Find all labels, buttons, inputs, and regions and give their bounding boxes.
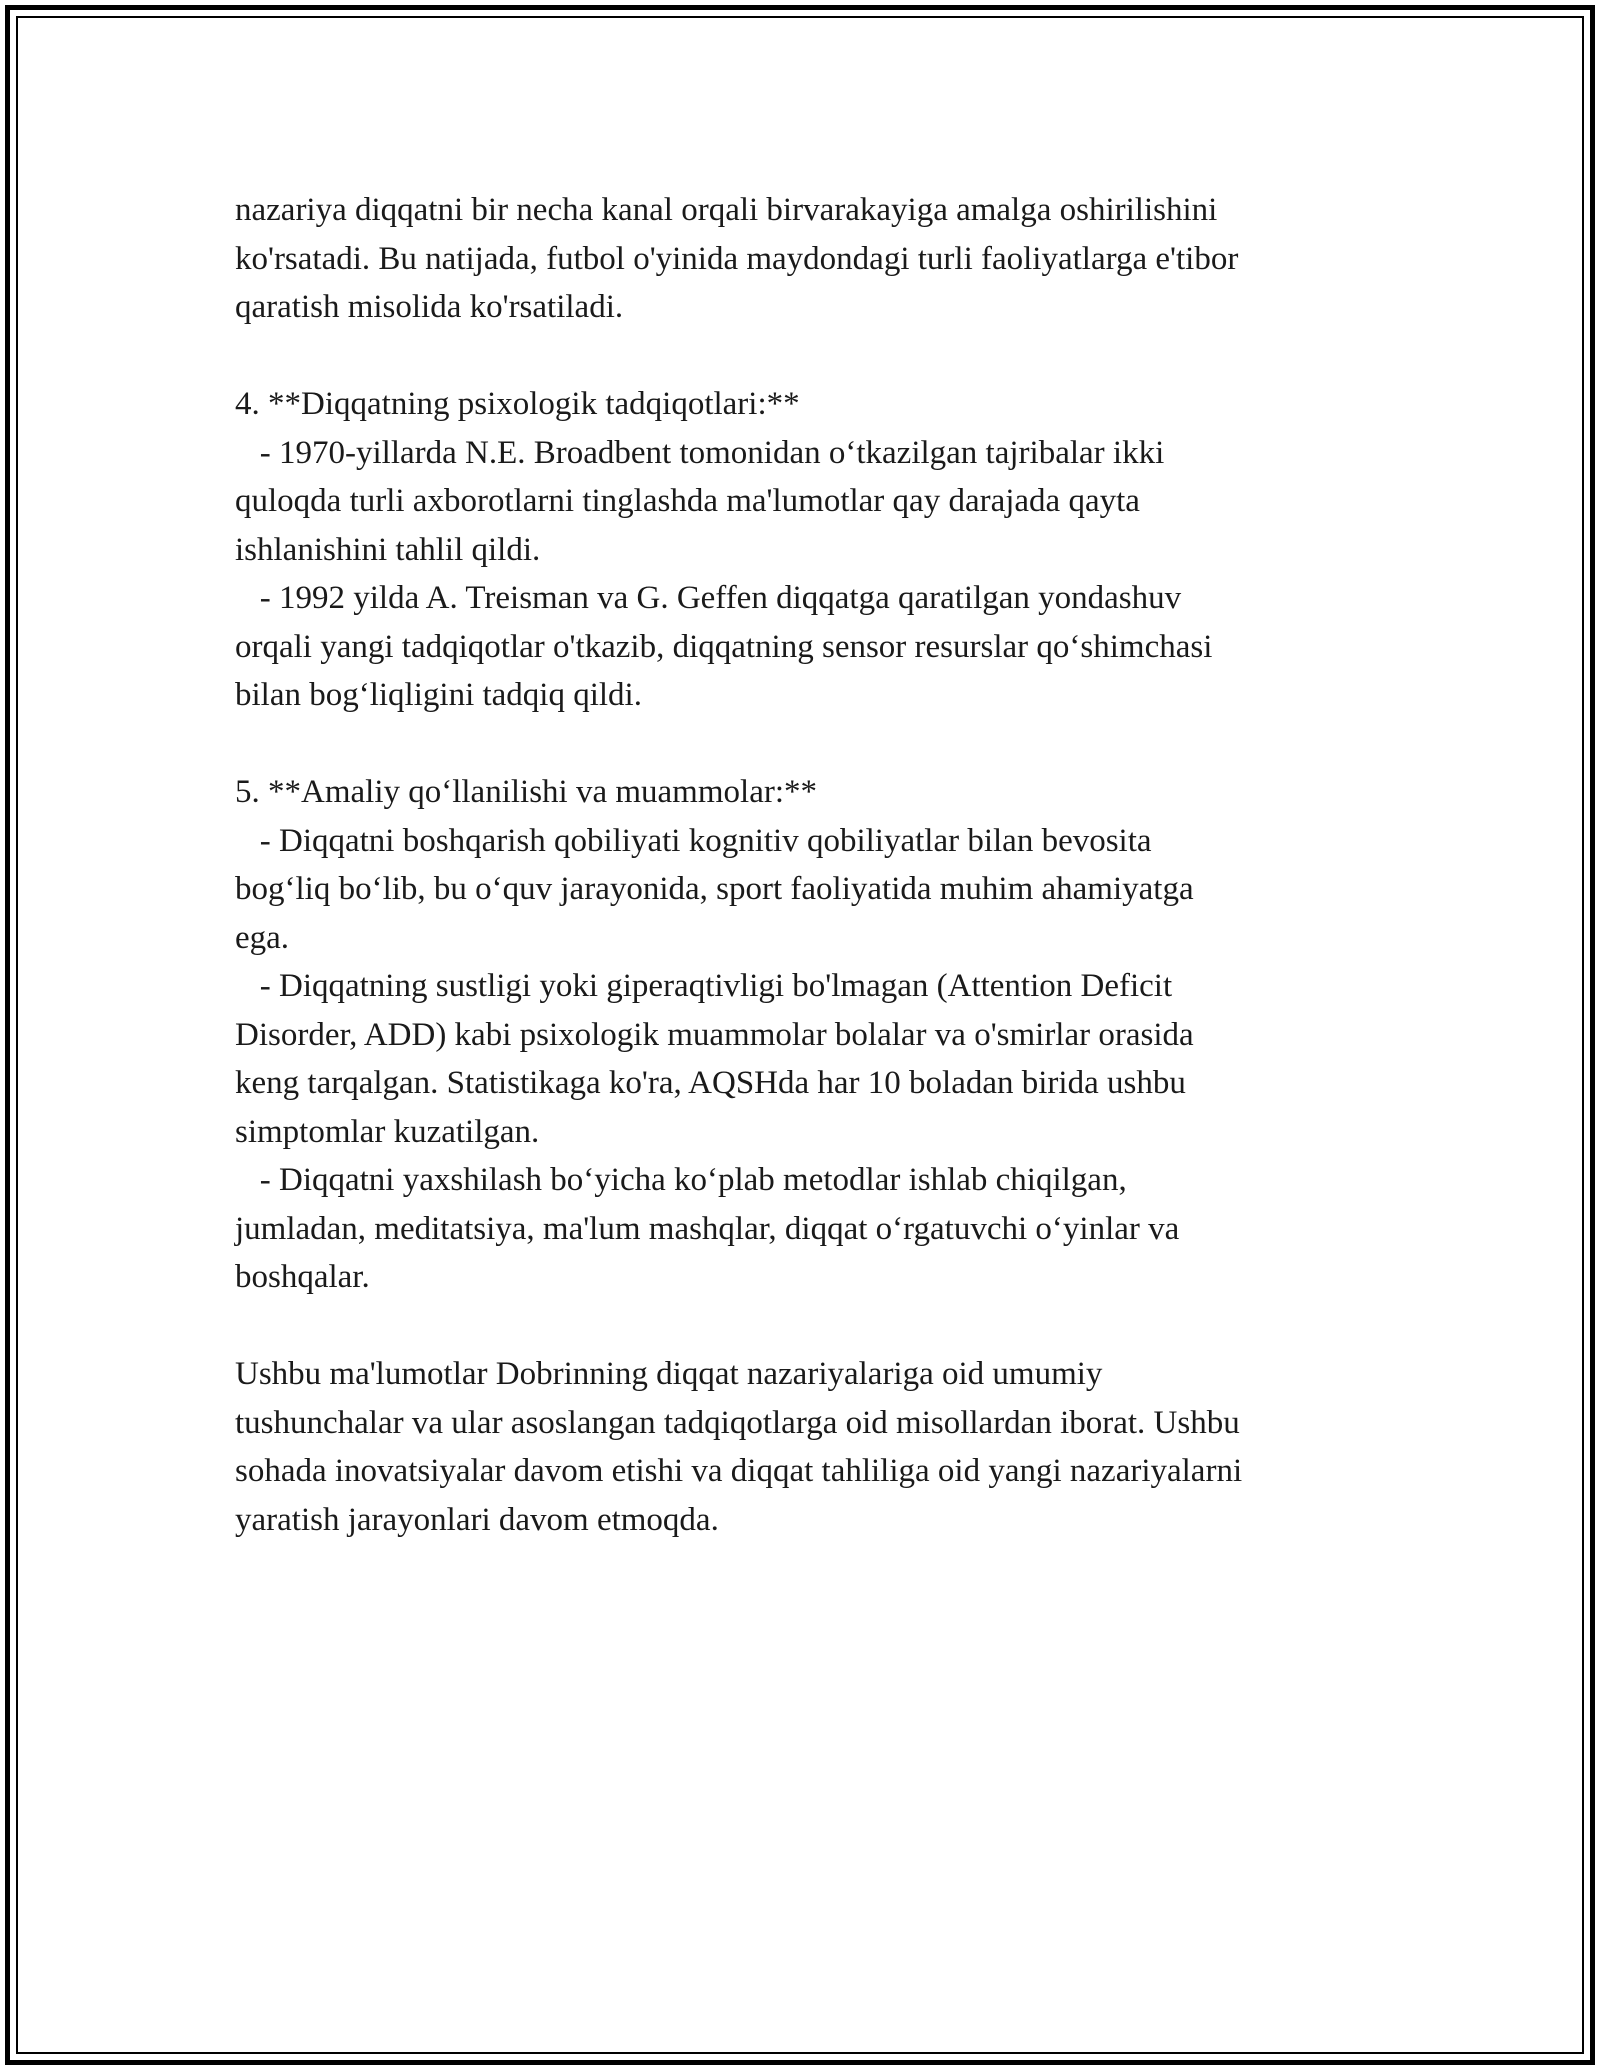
text-line: bilan bog‘liqligini tadqiq qildi. <box>235 677 642 713</box>
text-line: yaratish jarayonlari davom etmoqda. <box>235 1501 719 1538</box>
text-line: Ushbu ma'lumotlar Dobrinning diqqat nazariyalariga oid umumiy <box>235 1356 1103 1392</box>
paragraph-gap <box>235 1302 1385 1351</box>
intro-paragraph <box>235 186 1385 332</box>
text-line: Disorder, ADD) kabi psixologik muammolar bolalar va o'smirlar orasida <box>235 1016 1194 1053</box>
paragraph-gap <box>235 720 1385 769</box>
text-line: bog‘liq bo‘lib, bu o‘quv jarayonida, sport faoliyatida muhim ahamiyatga <box>235 871 1194 907</box>
text-line: - Diqqatni boshqarish qobiliyati kognitiv qobiliyatlar bilan bevosita <box>235 822 1152 859</box>
text-line: quloqda turli axborotlarni tinglashda ma'lumotlar qay darajada qayta <box>235 483 1140 519</box>
section-5 <box>235 768 1385 1302</box>
text-line: ko'rsatadi. Bu natijada, futbol o'yinida maydondagi turli faoliyatlarga e'tibor <box>235 240 1239 277</box>
list-item <box>235 574 1385 720</box>
text-line: - Diqqatni yaxshilash bo‘yicha ko‘plab metodlar ishlab chiqilgan, <box>235 1162 1127 1198</box>
text-line: nazariya diqqatni bir necha kanal orqali birvarakayiga amalga oshirilishini <box>235 192 1218 228</box>
text-line: qaratish misolida ko'rsatiladi. <box>235 289 624 325</box>
section-4 <box>235 380 1385 720</box>
list-item <box>235 817 1385 963</box>
text-line: orqali yangi tadqiqotlar o'tkazib, diqqatning sensor resurslar qo‘shimchasi <box>235 628 1213 665</box>
text-line: - Diqqatning sustligi yoki giperaqtivligi bo'lmagan (Attention Deficit <box>235 968 1173 1004</box>
text-line: simptomlar kuzatilgan. <box>235 1113 540 1150</box>
section-heading: 5. **Amaliy qo‘llanilishi va muammolar:** <box>235 774 817 810</box>
text-line: tushunchalar va ular asoslangan tadqiqotlarga oid misollardan iborat. Ushbu <box>235 1404 1240 1441</box>
text-line: - 1970-yillarda N.E. Broadbent tomonidan o‘tkazilgan tajribalar ikki <box>235 434 1165 471</box>
text-line: ega. <box>235 919 290 956</box>
text-line: keng tarqalgan. Statistikaga ko'ra, AQSHda har 10 boladan birida ushbu <box>235 1065 1186 1101</box>
list-item <box>235 429 1385 575</box>
text-line: ishlanishini tahlil qildi. <box>235 531 541 568</box>
text-line: - 1992 yilda A. Treisman va G. Geffen diqqatga qaratilgan yondashuv <box>235 580 1182 616</box>
document-body <box>235 186 1385 1544</box>
section-heading: 4. **Diqqatning psixologik tadqiqotlari:** <box>235 386 800 422</box>
list-item <box>235 1156 1385 1302</box>
conclusion-paragraph <box>235 1350 1385 1544</box>
text-line: jumladan, meditatsiya, ma'lum mashqlar, diqqat o‘rgatuvchi o‘yinlar va <box>235 1210 1180 1247</box>
paragraph-gap <box>235 332 1385 381</box>
text-line: sohada inovatsiyalar davom etishi va diqqat tahliliga oid yangi nazariyalarni <box>235 1453 1243 1489</box>
text-line: boshqalar. <box>235 1259 370 1295</box>
list-item <box>235 962 1385 1156</box>
